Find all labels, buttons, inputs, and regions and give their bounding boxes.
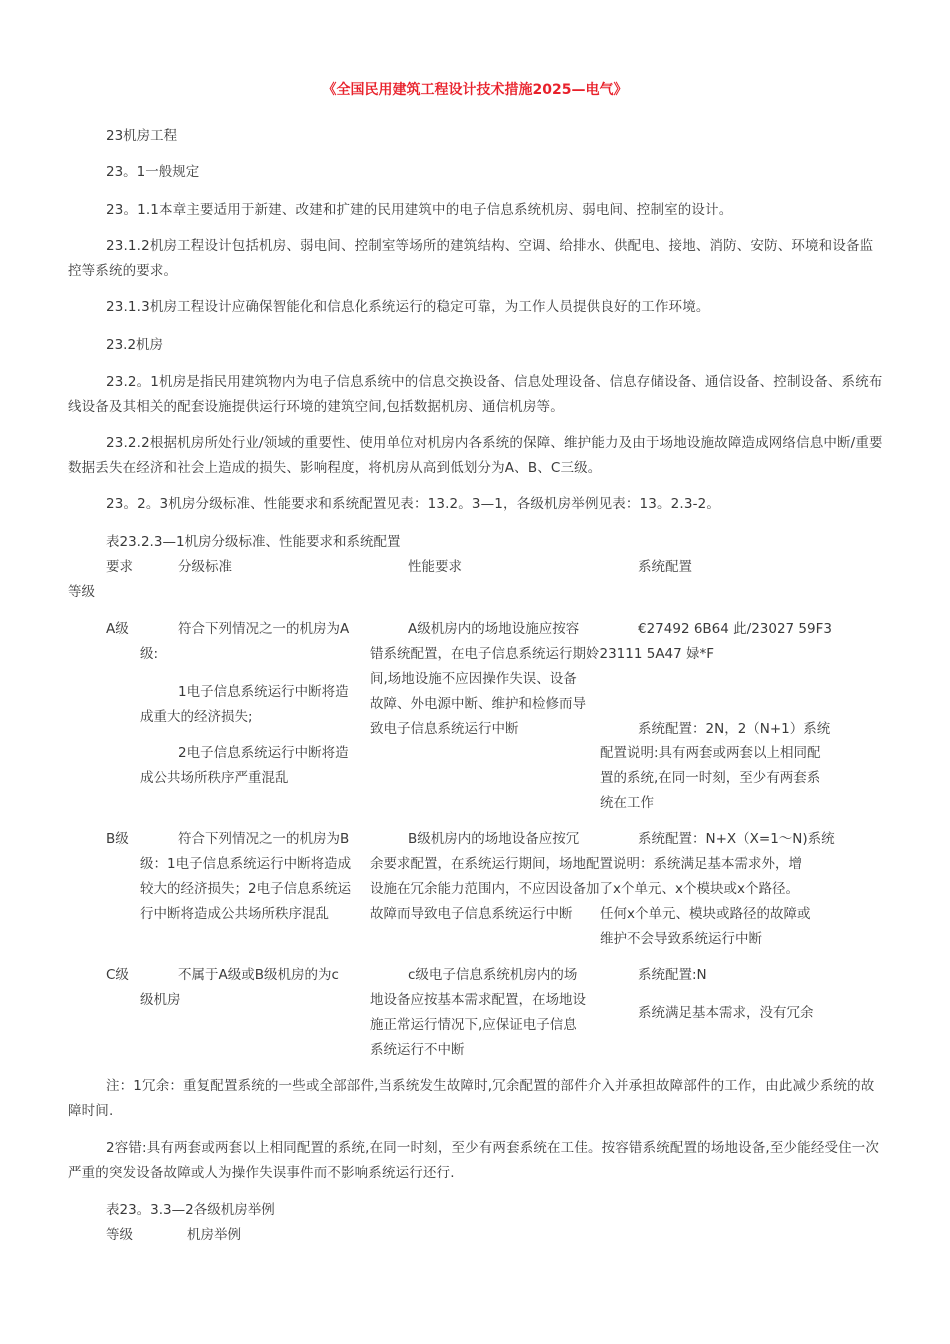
grade-b-config-line: 维护不会导致系统运行中断 [600,931,762,947]
section-heading-232: 23.2机房 [106,337,164,353]
grade-a-standard-line: 成重大的经济损失; [140,709,253,725]
paragraph-2322: 23.2.2根据机房所处行业/领域的重要性、使用单位对机房内各系统的保障、维护能力及由于场地设施故障造成网络信息中断/重要数据丢失在经济和社会上造成的损失、影响程度，将机房从高到低划分为A、B、C三级。 [68,435,883,476]
grade-b-performance-line: 故障而导致电子信息系统运行中断 [370,906,573,922]
table1-header-requirement: 要求 [106,559,133,575]
grade-a-config-line: 统在工作 [600,795,654,811]
grade-b-config-line: 系统配置：N+X（X=1～N)系统 [638,831,835,847]
grade-a-config-line: 系统配置：2N，2（N+1）系统 [638,721,831,737]
table1-header-standard: 分级标准 [178,559,232,575]
grade-a-standard-line: 符合下列情况之一的机房为A [178,621,350,637]
grade-c-config-line: 系统满足基本需求，没有冗余 [638,1005,814,1021]
grade-a-performance-line: 致电子信息系统运行中断 [370,721,519,737]
grade-a-standard-line: 2电子信息系统运行中断将造 [178,745,349,761]
table-note-1: 注：1冗余：重复配置系统的一些或全部部件,当系统发生故障时,冗余配置的部件介入并承担故障部件的工作，由此减少系统的故障时间. [68,1078,875,1119]
grade-c-standard-line: 级机房 [140,992,181,1008]
grade-b-label: B级 [106,831,129,847]
table-note-2: 2容错:具有两套或两套以上相同配置的系统,在同一时刻，至少有两套系统在工佳。按容错系统配置的场地设备,至少能经受住一次严重的突发设备故障或人为操作失误事件而不影响系统运行还行. [68,1140,880,1181]
document-title: 《全国民用建筑工程设计技术措施2025—电气》 [322,82,628,98]
grade-a-standard-line: 1电子信息系统运行中断将造 [178,684,349,700]
grade-a-config-line: €27492 6B64 此/23027 59F3 [638,621,832,637]
grade-a-performance-line: 故障、外电源中断、维护和检修而导 [370,696,586,712]
grade-c-performance-line: c级电子信息系统机房内的场 [408,967,578,983]
paragraph-2323: 23。2。3机房分级标准、性能要求和系统配置见表：13.2。3—1，各级机房举例见表：13。2.3-2。 [106,496,721,512]
grade-b-performance-line: 设施在冗余能力范围内，不应因设备加了x个单元、x个模块或x个路径。 [370,881,799,897]
table1-header-performance: 性能要求 [408,559,462,575]
paragraph-2312: 23.1.2机房工程设计包括机房、弱电间、控制室等场所的建筑结构、空调、给排水、供配电、接地、消防、安防、环境和设备监控等系统的要求。 [68,238,874,279]
chapter-heading: 23机房工程 [106,128,178,144]
grade-a-performance-line: A级机房内的场地设施应按容 [408,621,580,637]
grade-b-standard-line: 较大的经济损失；2电子信息系统运 [140,881,352,897]
table2-header-grade: 等级 [106,1227,133,1243]
table1-header-grade: 等级 [68,584,95,600]
section-heading-231: 23。1一般规定 [106,164,200,180]
grade-a-label: A级 [106,621,129,637]
grade-a-performance-line: 错系统配置，在电子信息系统运行期姈23111 5A47 娽*F [370,646,715,662]
grade-a-config-line: 配置说明:具有两套或两套以上相同配 [600,745,821,761]
grade-a-config-line: 置的系统,在同一时刻，至少有两套系 [600,770,821,786]
table1-header-config: 系统配置 [638,559,692,575]
grade-b-standard-line: 符合下列情况之一的机房为B [178,831,350,847]
grade-b-config-line: 任何x个单元、模块或路径的故障或 [600,906,811,922]
grade-c-performance-line: 系统运行不中断 [370,1042,465,1058]
table1-caption: 表23.2.3—1机房分级标准、性能要求和系统配置 [106,534,401,550]
table2-header-example: 机房举例 [187,1227,241,1243]
grade-b-standard-line: 级：1电子信息系统运行中断将造成 [140,856,352,872]
grade-c-config-line: 系统配置:N [638,967,707,983]
grade-b-standard-line: 行中断将造成公共场所秩序混乱 [140,906,329,922]
paragraph-2311: 23。1.1本章主要适用于新建、改建和扩建的民用建筑中的电子信息系统机房、弱电间、控制室的设计。 [106,202,733,218]
grade-a-standard-line: 级: [140,646,159,662]
grade-a-performance-line: 间,场地设施不应因操作失误、设备 [370,671,577,687]
grade-b-performance-line: 余要求配置，在系统运行期间，场地配置说明：系统满足基本需求外，增 [370,856,802,872]
grade-c-standard-line: 不属于A级或B级机房的为c [178,967,339,983]
grade-c-performance-line: 施正常运行情况下,应保证电子信息 [370,1017,577,1033]
grade-b-performance-line: B级机房内的场地设备应按冗 [408,831,580,847]
paragraph-2313: 23.1.3机房工程设计应确保智能化和信息化系统运行的稳定可靠，为工作人员提供良好的工作环境。 [106,299,710,315]
grade-c-performance-line: 地设备应按基本需求配置，在场地设 [370,992,586,1008]
grade-a-standard-line: 成公共场所秩序严重混乱 [140,770,289,786]
paragraph-2321: 23.2。1机房是指民用建筑物内为电子信息系统中的信息交换设备、信息处理设备、信息存储设备、通信设备、控制设备、系统布线设备及其相关的配套设施提供运行环境的建筑空间,包括数据机房、通信机房等。 [68,374,883,415]
grade-c-label: C级 [106,967,129,983]
table2-caption: 表23。3.3—2各级机房举例 [106,1202,275,1218]
